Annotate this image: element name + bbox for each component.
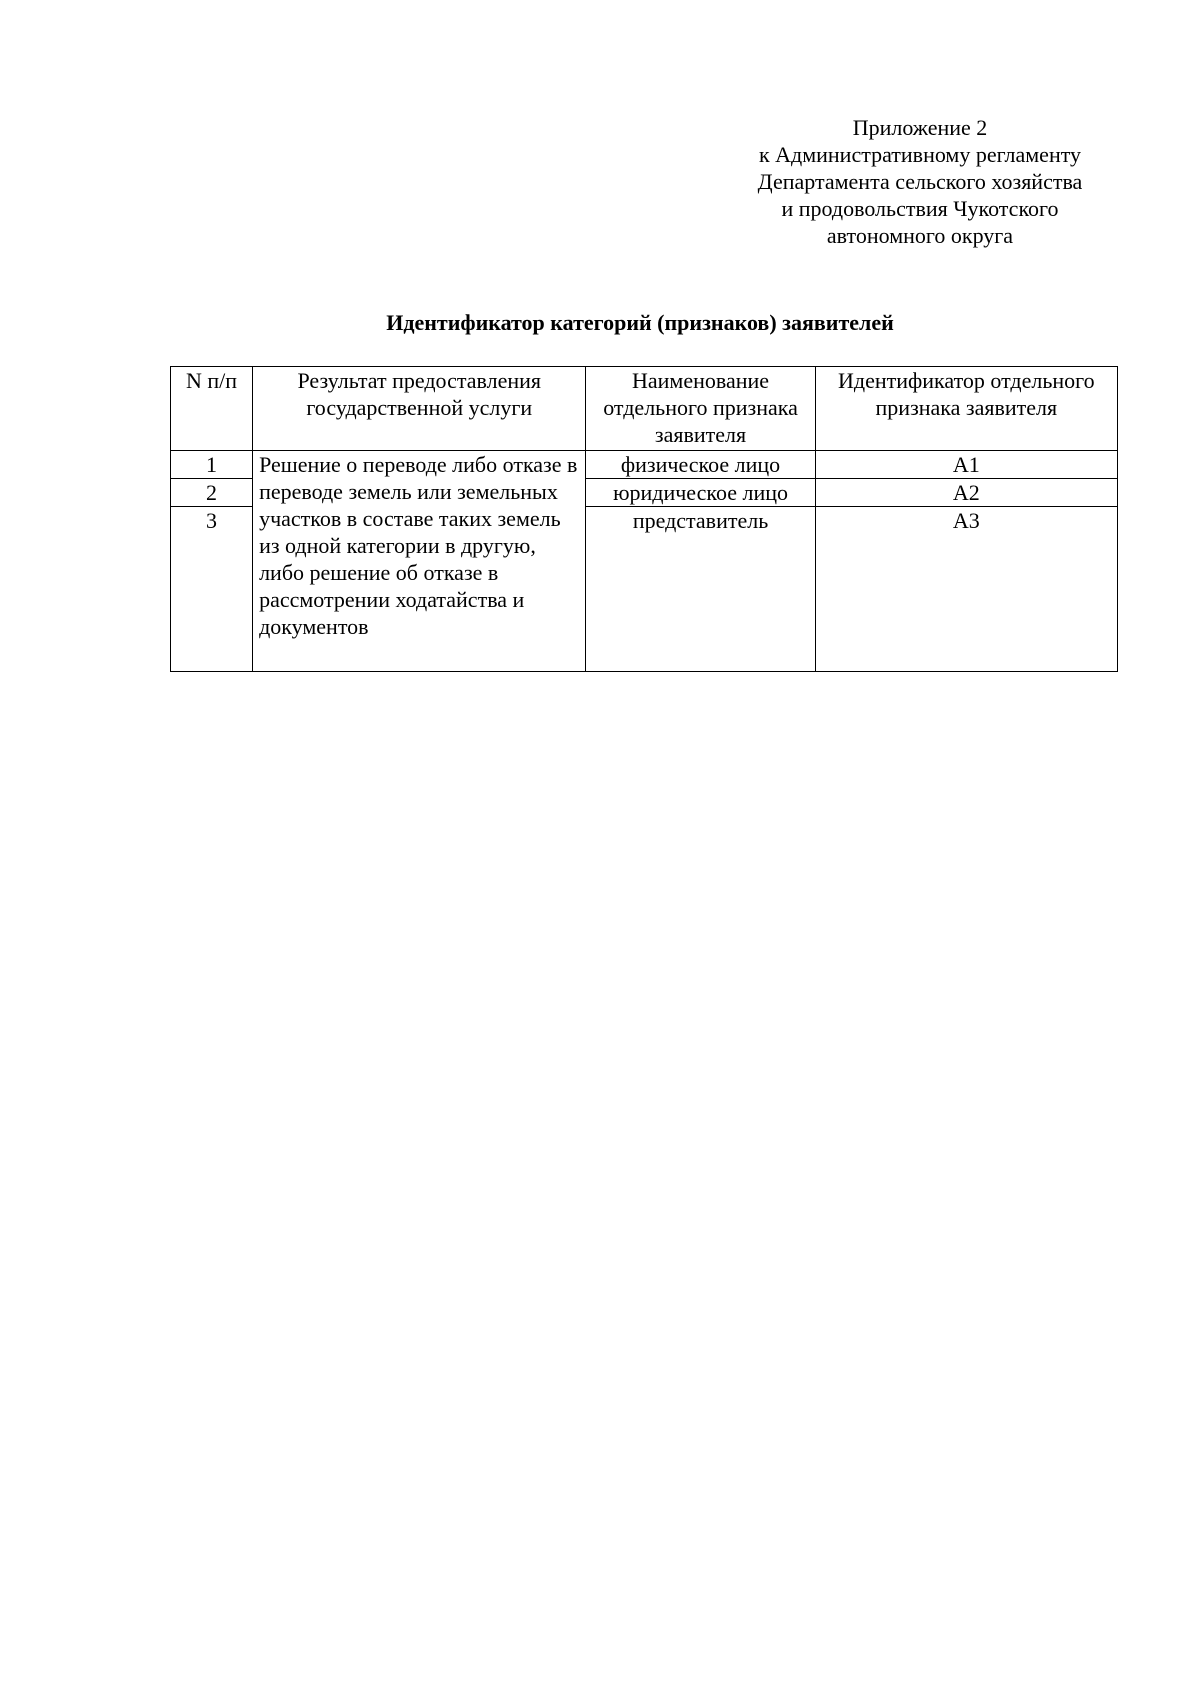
header-attribute-code: Идентификатор отдельного признака заявителя (815, 367, 1117, 451)
row-number: 2 (171, 479, 253, 507)
service-result-cell: Решение о переводе либо отказе в переводе земель или земельных участков в составе таких земель из одной категории в другую, либо решение об отказе в рассмотрении ходатайства и документов (253, 451, 586, 672)
appendix-line: автономного округа (826, 223, 1014, 248)
appendix-line: Приложение 2 (852, 115, 988, 140)
attribute-name: физическое лицо (586, 451, 815, 479)
attribute-code: А3 (815, 507, 1117, 672)
appendix-reference (720, 114, 1120, 249)
applicant-categories-table (170, 366, 1118, 672)
appendix-line: к Административному регламенту (758, 142, 1082, 167)
attribute-code: А1 (815, 451, 1117, 479)
attribute-code: А2 (815, 479, 1117, 507)
attribute-name: юридическое лицо (586, 479, 815, 507)
header-number: N п/п (171, 367, 253, 451)
appendix-line: и продовольствия Чукотского (781, 196, 1059, 221)
appendix-line: Департамента сельского хозяйства (757, 169, 1083, 194)
row-number: 1 (171, 451, 253, 479)
attribute-name: представитель (586, 507, 815, 672)
header-service-result: Результат предоставления государственной услуги (253, 367, 586, 451)
document-title: Идентификатор категорий (признаков) заявителей (386, 310, 894, 335)
table-header-row (171, 367, 1118, 451)
table-row (171, 451, 1118, 479)
row-number: 3 (171, 507, 253, 672)
header-attribute-name: Наименование отдельного признака заявителя (586, 367, 815, 451)
